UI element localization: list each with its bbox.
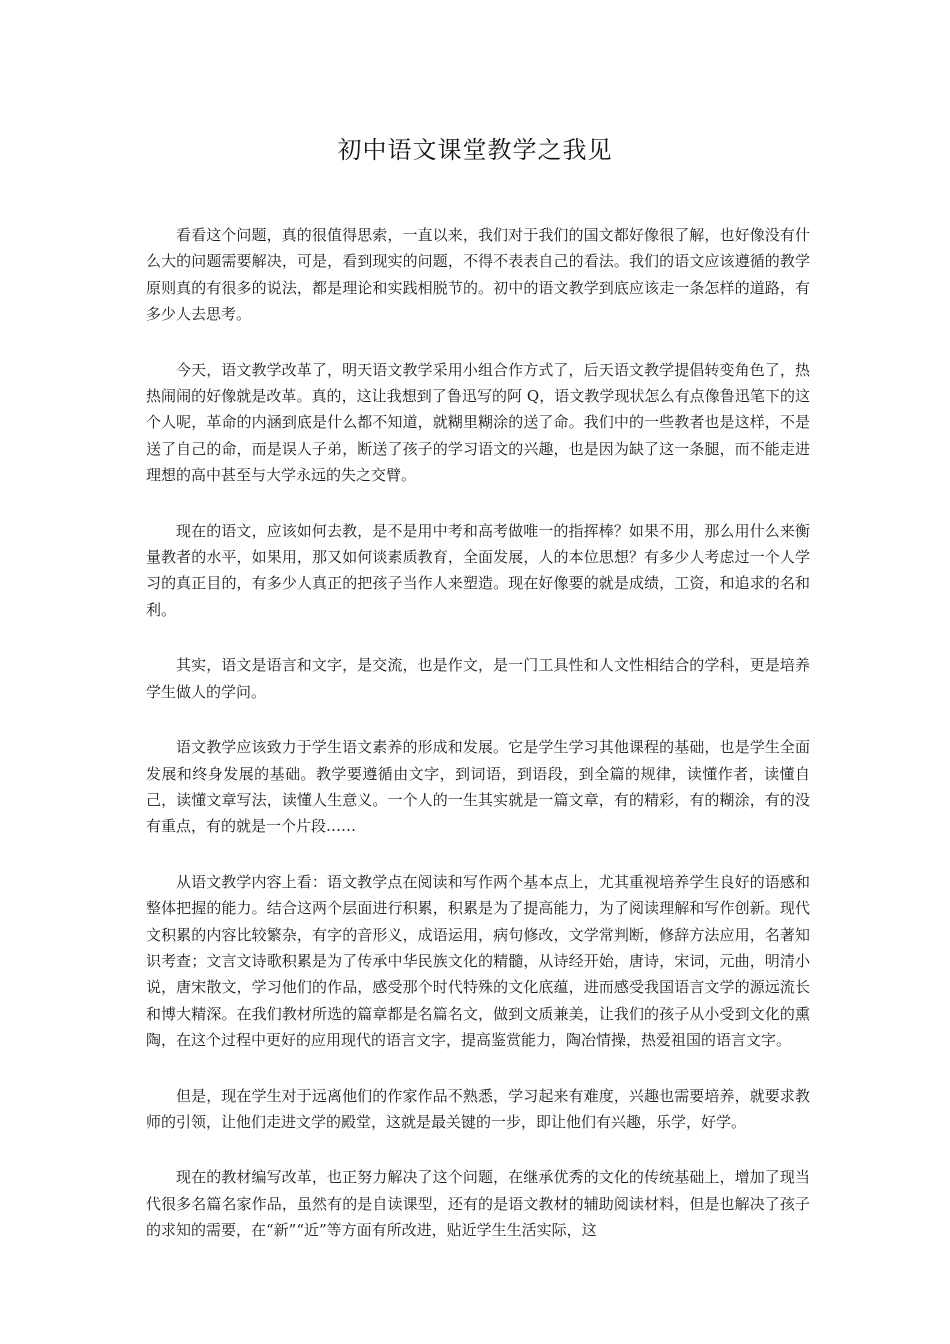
document-title: 初中语文课堂教学之我见 [337,136,613,164]
paragraph-8: 现在的教材编写改革，也正努力解决了这个问题，在继承优秀的文化的传统基础上，增加了现当代很多名篇名家作品，虽然有的是自读课型，还有的是语文教材的辅助阅读材料，但是也解决了孩子的求知的需要，在“新”“近”等方面有所改进，贴近学生生活实际，这 [146,1168,810,1240]
paragraph-7: 但是，现在学生对于远离他们的作家作品不熟悉，学习起来有难度，兴趣也需要培养，就要求教师的引领，让他们走进文学的殿堂，这就是最关键的一步，即让他们有兴趣，乐学，好学。 [146,1086,810,1131]
document-body [146,222,810,1273]
paragraph-3: 现在的语文，应该如何去教，是不是用中考和高考做唯一的指挥棒？如果不用，那么用什么来衡量教者的水平，如果用，那又如何谈素质教育，全面发展，人的本位思想？有多少人考虑过一个人学习的真正目的，有多少人真正的把孩子当作人来塑造。现在好像要的就是成绩，工资，和追求的名和利。 [146,521,810,619]
paragraph-5: 语文教学应该致力于学生语文素养的形成和发展。它是学生学习其他课程的基础，也是学生全面发展和终身发展的基础。教学要遵循由文字，到词语，到语段，到全篇的规律，读懂作者，读懂自己，读懂文章写法，读懂人生意义。一个人的一生其实就是一篇文章，有的精彩，有的糊涂，有的没有重点，有的就是一个片段…… [146,738,810,836]
paragraph-4: 其实，语文是语言和文字，是交流，也是作文，是一门工具性和人文性相结合的学科，更是培养学生做人的学问。 [146,656,810,701]
paragraph-1: 看看这个问题，真的很值得思索，一直以来，我们对于我们的国文都好像很了解，也好像没有什么大的问题需要解决，可是，看到现实的问题，不得不表表自己的看法。我们的语文应该遵循的教学原则真的有很多的说法，都是理论和实践相脱节的。初中的语文教学到底应该走一条怎样的道路，有多少人去思考。 [146,226,810,324]
paragraph-6: 从语文教学内容上看：语文教学点在阅读和写作两个基本点上，尤其重视培养学生良好的语感和整体把握的能力。结合这两个层面进行积累，积累是为了提高能力，为了阅读理解和写作创新。现代文积累的内容比较繁杂，有字的音形义，成语运用，病句修改，文学常判断，修辞方法应用，名著知识考查；文言文诗歌积累是为了传承中华民族文化的精髓，从诗经开始，唐诗，宋词，元曲，明清小说，唐宋散文，学习他们的作品，感受那个时代特殊的文化底蕴，进而感受我国语言文学的源远流长和博大精深。在我们教材所选的篇章都是名篇名文，做到文质兼美，让我们的孩子从小受到文化的熏陶，在这个过程中更好的应用现代的语言文字，提高鉴赏能力，陶冶情操，热爱祖国的语言文字。 [146,872,810,1050]
paragraph-2: 今天，语文教学改革了，明天语文教学采用小组合作方式了，后天语文教学提倡转变角色了，热热闹闹的好像就是改革。真的，这让我想到了鲁迅写的阿 Q，语文教学现状怎么有点像鲁迅笔下的这个人呢，革命的内涵到底是什么都不知道，就糊里糊涂的送了命。我们中的一些教者也是这样，不是送了自己的命，而是误人子弟，断送了孩子的学习语文的兴趣，也是因为缺了这一条腿，而不能走进理想的高中甚至与大学永远的失之交臂。 [146,360,810,485]
